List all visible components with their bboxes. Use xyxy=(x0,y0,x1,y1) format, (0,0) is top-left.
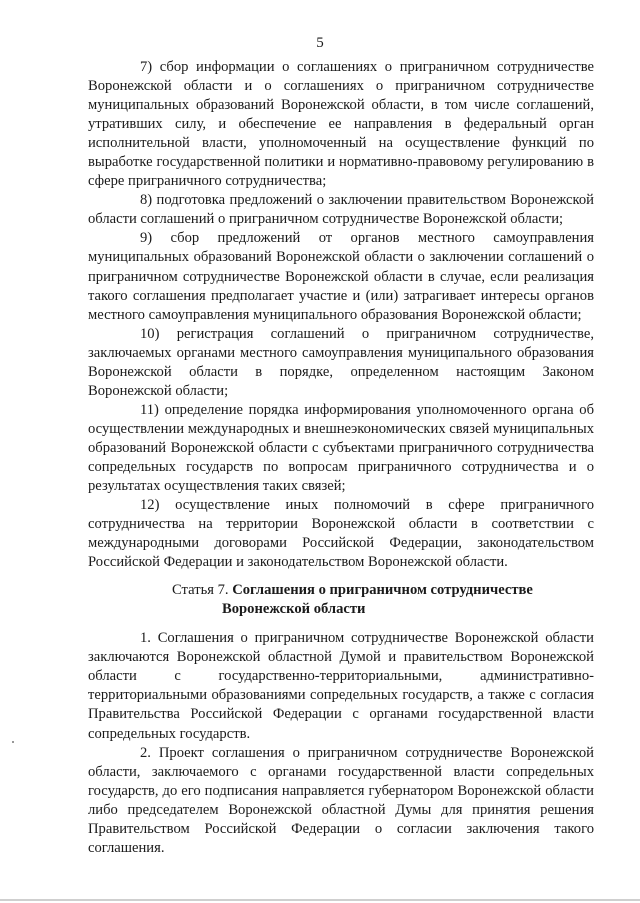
list-item-10: 10) регистрация соглашений о приграничном сотрудничестве, заключаемых органами местного самоуправления муниципального образования Воронежской области в порядке, определенном настоящим Законом Воронежской области; xyxy=(88,325,594,399)
scan-speck xyxy=(12,741,14,743)
scan-bottom-edge xyxy=(0,899,640,901)
article-paragraph-2: 2. Проект соглашения о приграничном сотрудничестве Воронежской области, заключаемого с органами государственной власти сопредельных государств, до его подписания направляется губернатором Воронежской области либо председателем Воронежской областной Думы для принятия решения Правительством Российской Федерации о согласии заключения такого соглашения. xyxy=(88,744,594,856)
article-label: Статья 7. xyxy=(172,582,229,599)
list-item-11: 11) определение порядка информирования уполномоченного органа об осуществлении международных и внешнеэкономических связей муниципальных образований Воронежской области с субъектами приграничного сотрудничества сопредельных государств по вопросам приграничного сотрудничества и о результатах осуществления таких связей; xyxy=(88,401,594,495)
list-item-12: 12) осуществление иных полномочий в сфере приграничного сотрудничества на территории Воронежской области в соответствии с международными договорами Российской Федерации, законодательством Российской Федерации и законодательством Воронежской области. xyxy=(88,497,594,571)
list-item-9: 9) сбор предложений от органов местного самоуправления муниципальных образований Воронежской области о заключении соглашений о приграничном сотрудничестве Воронежской области в случае, если реализация такого соглашения предполагает участие и (или) затрагивает интересы органов местного самоуправления муниципального образования Воронежской области; xyxy=(88,230,594,323)
page-number: 5 xyxy=(316,35,324,51)
article-paragraph-1: 1. Соглашения о приграничном сотрудничестве Воронежской области заключаются Воронежской областной Думой и правительством Воронежской области с государственно-территориальными, административно-территориальными образованиями сопредельных государств, а также с согласия Правительства Российской Федерации с органами государственной власти сопредельных государств. xyxy=(88,630,594,742)
list-item-8: 8) подготовка предложений о заключении правительством Воронежской области соглашений о приграничном сотрудничестве Воронежской области; xyxy=(88,192,594,228)
article-title-line2: Воронежской области xyxy=(222,601,366,618)
article-title-line1: Соглашения о приграничном сотрудничестве xyxy=(232,582,533,599)
document-body xyxy=(88,58,594,858)
article-heading xyxy=(88,581,594,619)
list-item-7: 7) сбор информации о соглашениях о приграничном сотрудничестве Воронежской области и о соглашениях о приграничном сотрудничестве муниципальных образований Воронежской области, в том числе соглашений, утративших силу, и обеспечение ее направления в федеральный орган исполнительной власти, уполномоченный на осуществление функций по выработке государственной политики и нормативно-правовому регулированию в сфере приграничного сотрудничества; xyxy=(88,59,594,190)
